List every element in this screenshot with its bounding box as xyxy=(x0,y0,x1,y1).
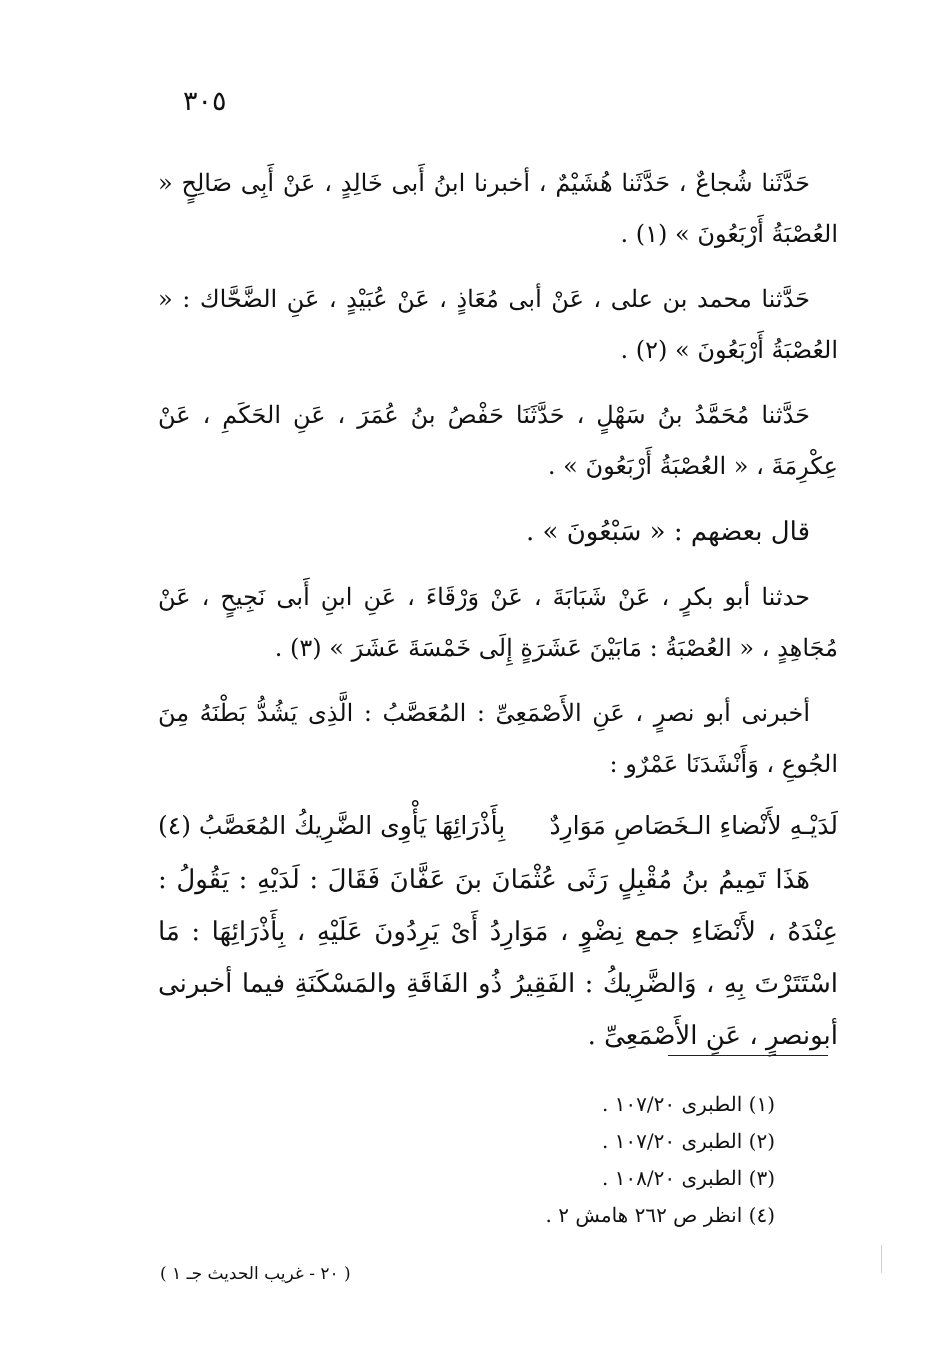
footnote-2: (٢) الطبرى ١٠٧/٢٠ . xyxy=(601,1129,775,1153)
footnote-1: (١) الطبرى ١٠٧/٢٠ . xyxy=(601,1092,775,1116)
paragraph-6: أخبرنى أبو نصرٍ ، عَنِ الأَصْمَعِىِّ : المُعَصَّبُ : الَّذِى يَشُدُّ بَطْنَهُ مِنَ الجُوعِ ، وَأَنْشَدَنَا عَمْرٌو : xyxy=(158,699,838,778)
verse-second-hemistich: بِأَذْرَائِهَا يَأْوِى الضَّرِيكُ المُعَصَّبُ (٤) xyxy=(158,811,506,840)
footnotes xyxy=(470,1086,775,1234)
commentary-paragraph: هَذَا تَمِيمُ بنُ مُقْبِلٍ رَثَى عُثْمَانَ بنَ عَفَّانَ فَقَالَ : لَدَيْهِ : يَقُولُ : عِنْدَهُ ، لأَنْضَاءِ جمع نِضْوٍ ، مَوَارِدُ أَىْ يَرِدُونَ عَلَيْهِ ، بِأَذْرَائِهَا : مَا اسْتَتَرْتَ بِهِ ، وَالضَّرِيكُ : الفَقِيرُ ذُو الفَاقَةِ والمَسْكَنَةِ فيما أخبرنى أبونصرٍ ، عَنِ الأَصْمَعِىِّ . xyxy=(158,865,838,1051)
margin-mark xyxy=(881,1245,882,1273)
paragraph-1: حَدَّثَنا شُجاعٌ ، حَدَّثَنا هُشَيْمٌ ، أخبرنا ابنُ أَبى خَالِدٍ ، عَنْ أَبِى صَالِحٍ « العُصْبَةُ أَرْبَعُونَ » (١) . xyxy=(158,169,838,248)
footnote-4: (٤) انظر ص ٢٦٢ هامش ٢ . xyxy=(545,1203,775,1227)
page-footer: ( ٢٠ - غريب الحديث جـ ١ ) xyxy=(160,1264,351,1284)
paragraph-5: حدثنا أبو بكرٍ ، عَنْ شَبَابَةَ ، عَنْ وَرْقَاءَ ، عَنِ ابنِ أَبى نَجِيحٍ ، عَنْ مُجَاهِدٍ ، « العُصْبَةُ : مَابَيْنَ عَشَرَةٍ إِلَى خَمْسَةَ عَشَرَ » (٣) . xyxy=(158,583,838,662)
paragraph-3: حَدَّثنا مُحَمَّدُ بنُ سَهْلٍ ، حَدَّثَنَا حَفْصُ بنُ عُمَرَ ، عَنِ الحَكَمِ ، عَنْ عِكْرِمَةَ ، « العُصْبَةُ أَرْبَعُونَ » . xyxy=(158,401,838,480)
page-number: ٣٠٥ xyxy=(183,86,227,117)
poetry-verse xyxy=(158,804,838,848)
footnote-divider xyxy=(668,1055,828,1056)
verse-first-hemistich: لَدَيْـهِ لأَنْضاءِ الـخَصَاصِ مَوَارِدٌ xyxy=(549,811,838,840)
paragraph-2: حَدَّثنا محمد بن على ، عَنْ أبى مُعَاذٍ ، عَنْ عُبَيْدٍ ، عَنِ الضَّحَّاك : « العُصْبَةُ أَرْبَعُونَ » (٢) . xyxy=(158,285,838,364)
main-text xyxy=(158,158,838,1076)
paragraph-4: قال بعضهم : « سَبْعُونَ » . xyxy=(526,517,810,547)
footnote-3: (٣) الطبرى ١٠٨/٢٠ . xyxy=(601,1166,775,1190)
